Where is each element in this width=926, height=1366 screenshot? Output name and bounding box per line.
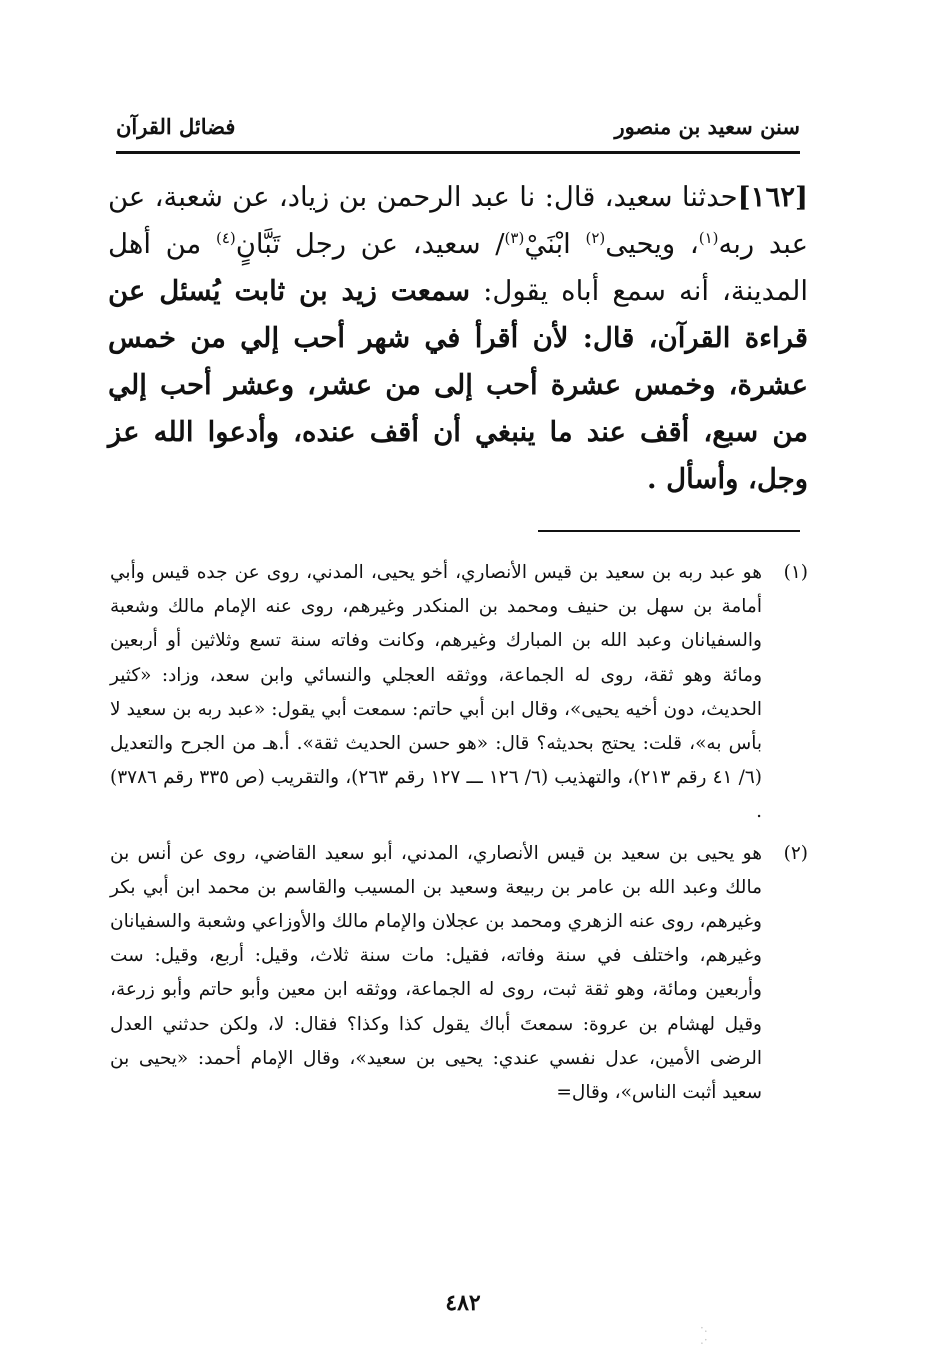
footnote-ref-1: (١) <box>698 228 719 247</box>
hadith-number: [١٦٢] <box>737 181 808 213</box>
section-title: فضائل القرآن <box>116 113 236 139</box>
hadith-isnad-1: حدثنا سعيد، قال: نا عبد الرحمن بن زياد، عن شعبة، عن عبد ربه <box>108 181 808 260</box>
header-rule <box>116 151 800 154</box>
running-header <box>116 104 800 148</box>
page-number: ٤٨٢ <box>445 1290 481 1316</box>
footnote-rule <box>538 530 800 532</box>
footnote-number: (٢) <box>783 842 808 864</box>
hadith-text <box>108 174 808 503</box>
footnote-2 <box>110 837 808 1111</box>
footnote-1 <box>110 556 808 830</box>
footnote-ref-2: (٢) <box>585 228 606 247</box>
footnotes <box>110 556 808 1117</box>
footnote-text: هو عبد ربه بن سعيد بن قيس الأنصاري، أخو يحيى، المدني، روى عن جده قيس وأبي أمامة بن سهل بن حنيف ومحمد بن المنكدر وغيرهم، روى عنه الإمام مالك وشعبة والسفيانان وعبد الله بن المبارك وغيرهم، وكانت وفاته سنة تسع وثلاثين أو أربعين ومائة وهو ثقة، روى له الجماعة، ووثقه العجلي والنسائي وابن سعد، وزاد: «كثير الحديث، دون أخيه يحيى»، وقال ابن أبي حاتم: سمعت أبي يقول: «عبد ربه بن سعيد لا بأس به»، قلت: يحتج بحديثه؟ قال: «هو حسن الحديث ثقة». أ.هـ من الجرح والتعديل (٦/ ٤١ رقم ٢١٣)، والتهذيب (٦/ ١٢٦ ـــ ١٢٧ رقم ٢٦٣)، والتقريب (ص ٣٣٥ رقم ٣٧٨٦) . <box>110 562 762 823</box>
hadith-isnad-4: / سعيد، عن رجل تَبَّانٍ <box>235 228 505 260</box>
footnote-ref-4: (٤) <box>215 228 236 247</box>
hadith-isnad-2: ، ويحيى <box>605 228 699 260</box>
scan-speck: ·. .· <box>700 1321 708 1347</box>
footnote-text: هو يحيى بن سعيد بن قيس الأنصاري، المدني، أبو سعيد القاضي، روى عن أنس بن مالك وعبد الله بن عامر بن ربيعة وسعيد بن المسيب والقاسم بن محمد ابن أبي بكر وغيرهم، روى عنه الزهري ومحمد بن عجلان والإمام مالك والأوزاعي وشعبة والسفيانان وغيرهم، واختلف في سنة وفاته، فقيل: مات سنة ثلاث، وقيل: أربع، وقيل: ست وأربعين ومائة، وهو ثقة ثبت، روى له الجماعة، ووثقه ابن معين وأبو حاتم وأبو زرعة، وقيل لهشام بن عروة: سمعتَ أباك يقول كذا وكذا؟ فقال: لا، ولكن حدثني العدل الرضى الأمين، عدل نفسي عندي: يحيى بن سعيد»، وقال الإمام أحمد: «يحيى بن سعيد أثبت الناس»، وقال= <box>110 842 762 1104</box>
footnote-number: (١) <box>783 562 808 583</box>
hadith-isnad-3: ابْنَيْ <box>524 228 586 260</box>
footnote-ref-3: (٣) <box>504 228 525 247</box>
book-title: سنن سعيد بن منصور <box>614 113 800 139</box>
hadith-matn: سمعت زيد بن ثابت يُسئل عن قراءة القرآن، قال: لأن أقرأ في شهر أحب إلي من خمس عشرة، وخمس عشرة أحب إلى من عشر، وعشر أحب إلي من سبع، أقف عند ما ينبغي أن أقف عنده، وأدعوا الله عز وجل، وأسأل . <box>108 275 808 495</box>
hadith-isnad-5: من أهل المدينة، أنه سمع أباه يقول: <box>108 228 808 307</box>
